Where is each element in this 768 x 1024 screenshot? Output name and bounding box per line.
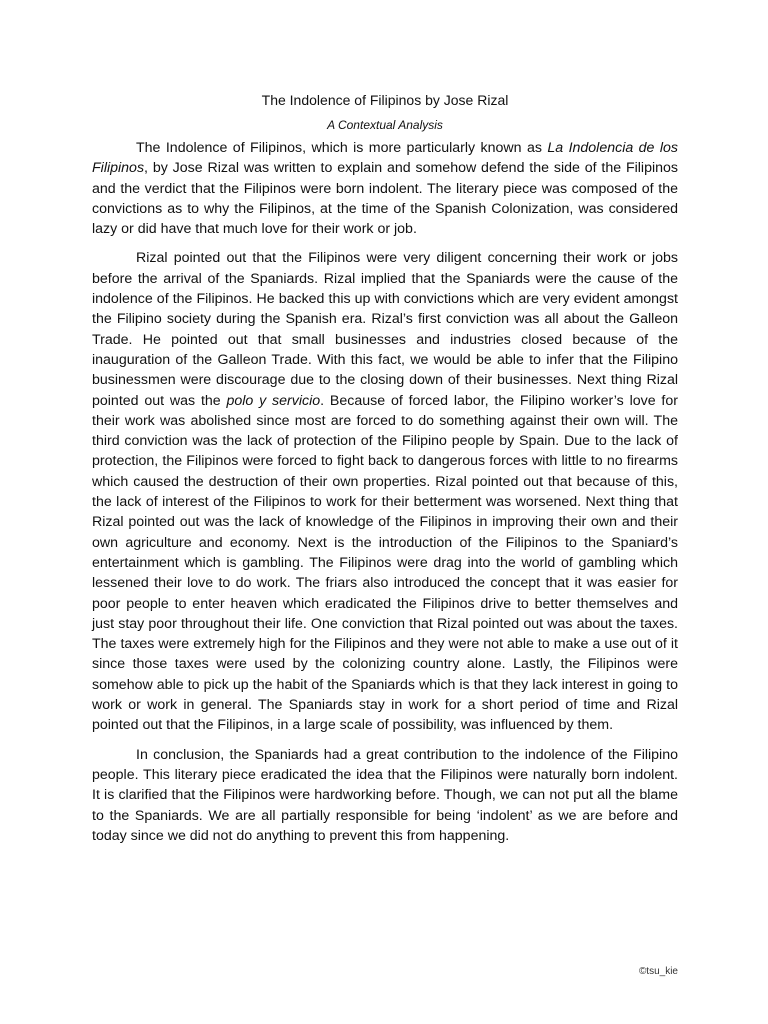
paragraph-2-text-c: . Because of forced labor, the Filipino worker’s love for their work was abolished since most are forced to do something against their own will. The third conviction was the lack of protection of the Filipino people by Spain. Due to the lack of protection, the Filipinos were forced to fight back to dangerous forces with little to no firearms which caused the destruction of their own properties. Rizal pointed out that because of this, the lack of interest of the Filipinos to work for their betterment was worsened. Next thing that Rizal pointed out was the lack of knowledge of the Filipinos in improving their own and their own agriculture and economy. Next is the introduction of the Filipinos to the Spaniard’s entertainment which is gambling. The Filipinos were drag into the world of gambling which lessened their love to do work. The friars also introduced the concept that it was easier for poor people to enter heaven which eradicated the Filipinos drive to better themselves and just stay poor throughout their life. One conviction that Rizal pointed out was about the taxes. The taxes were extremely high for the Filipinos and they were not able to make a use out of it since those taxes were used by the colonizing country alone. Lastly, the Filipinos were somehow able to pick up the habit of the Spaniards which is that they lack interest in going to work or work in general. The Spaniards stay in work for a short period of time and Rizal pointed out that the Filipinos, in a large scale of possibility, was influenced by them.: [92, 392, 678, 734]
paragraph-1-italic-title: La Indolencia de los Filipinos: [92, 140, 678, 177]
paragraph-1-text-a: The Indolence of Filipinos, which is more particularly known as: [136, 140, 548, 156]
paragraph-2-italic-term: polo y servicio: [226, 392, 321, 409]
paragraph-1: [92, 138, 678, 239]
footer-credit: ©tsu_kie: [638, 966, 678, 977]
page-title: The Indolence of Filipinos by Jose Rizal: [261, 92, 509, 108]
paragraph-3: In conclusion, the Spaniards had a great contribution to the indolence of the Filipino people. This literary piece eradicated the idea that the Filipinos were naturally born indolent. It is clarified that the Filipinos were hardworking before. Though, we can not put all the blame to the Spaniards. We are all partially responsible for being ‘indolent’ as we are before and today since we did not do anything to prevent this from happening.: [92, 746, 678, 844]
document-body: [92, 90, 678, 855]
paragraph-2: [92, 248, 678, 735]
paragraph-2-text-a: Rizal pointed out that the Filipinos were very diligent concerning their work or jobs before the arrival of the Spaniards. Rizal implied that the Spaniards were the cause of the indolence of the Filipinos. He backed this up with convictions which are very evident amongst the Filipino society during the Spanish era. Rizal’s first conviction was all about the Galleon Trade. He pointed out that small businesses and industries closed because of the inauguration of the Galleon Trade. With this fact, we would be able to infer that the Filipino businessmen were discourage due to the closing down of their businesses. Next thing Rizal pointed out was the: [92, 250, 678, 409]
paragraph-1-text-c: , by Jose Rizal was written to explain and somehow defend the side of the Filipinos and the verdict that the Filipinos were born indolent. The literary piece was composed of the convictions as to why the Filipinos, at the time of the Spanish Colonization, was considered lazy or did have that much love for their work or job.: [92, 160, 678, 238]
page-subtitle: A Contextual Analysis: [327, 118, 443, 132]
